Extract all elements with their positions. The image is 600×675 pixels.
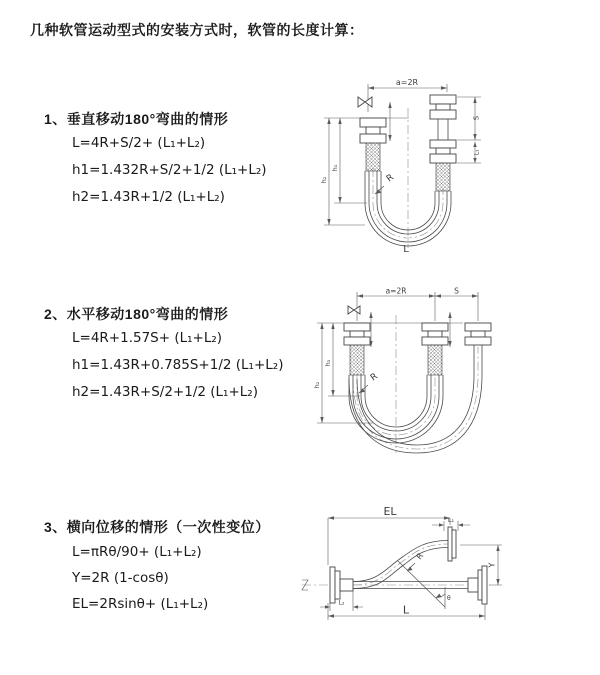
label-h1: h₁ bbox=[331, 164, 339, 172]
flange-top-right-moved bbox=[448, 527, 456, 561]
diagram-vertical-180-bend bbox=[305, 68, 555, 258]
section-3-formula-L: L=πRθ/90+ (L₁+L₂) bbox=[72, 544, 202, 560]
label-l: L bbox=[402, 603, 410, 617]
label-s: S bbox=[472, 115, 481, 121]
valve-bowtie-icon bbox=[358, 97, 372, 107]
braid-middle bbox=[428, 345, 442, 375]
section-1-formula-h2: h2=1.43R+1/2 (L₁+L₂) bbox=[72, 189, 225, 205]
dimension-fitting-length bbox=[388, 102, 391, 141]
diagram-horizontal-180-bend bbox=[305, 283, 560, 463]
label-el: EL bbox=[383, 505, 397, 518]
diagram-lateral-displacement bbox=[298, 503, 598, 653]
dimension-top-a2r bbox=[357, 287, 478, 322]
label-a2r: a=2R bbox=[395, 78, 419, 87]
section-1-heading: 1、垂直移动180°弯曲的情形 bbox=[44, 111, 229, 127]
page-title: 几种软管运动型式的安装方式时，软管的长度计算： bbox=[30, 22, 364, 38]
fitting-right-moved bbox=[465, 323, 491, 345]
section-3-formula-Y: Y=2R (1-cosθ) bbox=[72, 570, 169, 586]
label-s: S bbox=[454, 286, 459, 296]
braid-left bbox=[350, 345, 364, 375]
label-theta: θ bbox=[447, 595, 451, 602]
label-h2: h₂ bbox=[320, 176, 328, 184]
label-radius: R bbox=[368, 371, 380, 384]
label-l1: L₁ bbox=[447, 516, 455, 524]
dimension-el bbox=[328, 505, 450, 565]
fitting-left bbox=[344, 323, 370, 375]
section-2-formula-h1: h1=1.43R+0.785S+1/2 (L₁+L₂) bbox=[72, 357, 284, 373]
fitting-left bbox=[360, 118, 386, 171]
radius-callout bbox=[375, 173, 396, 194]
valve-bowtie-icon bbox=[348, 306, 360, 314]
section-2-heading: 2、水平移动180°弯曲的情形 bbox=[44, 306, 229, 322]
label-radius: R bbox=[384, 172, 396, 185]
fitting-right bbox=[430, 95, 456, 191]
label-l1: L₁ bbox=[473, 149, 481, 156]
dimension-l2 bbox=[320, 591, 363, 611]
fitting-middle bbox=[422, 323, 448, 375]
dimension-h1 bbox=[331, 118, 367, 203]
centerlines bbox=[373, 108, 443, 248]
label-h1: h₁ bbox=[324, 359, 332, 367]
section-1-formula-h1: h1=1.432R+S/2+1/2 (L₁+L₂) bbox=[72, 162, 267, 178]
label-a2r: a=2R bbox=[385, 286, 407, 296]
section-2-formula-h2: h2=1.43R+S/2+1/2 (L₁+L₂) bbox=[72, 384, 258, 400]
radius-callout bbox=[407, 551, 425, 571]
dimension-l bbox=[328, 603, 485, 620]
section-3-heading: 3、横向位移的情形（一次性变位） bbox=[44, 519, 270, 535]
section-1-formula-L: L=4R+S/2+ (L₁+L₂) bbox=[72, 135, 206, 151]
braid-right bbox=[436, 163, 450, 191]
label-y: Y bbox=[487, 562, 497, 568]
hose-u-position-2 bbox=[349, 345, 482, 453]
flange-left bbox=[330, 567, 353, 603]
label-radius: R bbox=[414, 551, 426, 562]
centerlines bbox=[353, 315, 478, 453]
dimension-h2 bbox=[320, 118, 365, 225]
braid-left bbox=[366, 143, 380, 171]
label-h2: h₂ bbox=[313, 381, 321, 389]
label-length: L bbox=[403, 244, 409, 255]
section-3-formula-EL: EL=2Rsinθ+ (L₁+L₂) bbox=[72, 596, 209, 612]
label-l2: L₂ bbox=[338, 599, 345, 607]
dimension-l1 bbox=[473, 142, 480, 163]
section-2-formula-L: L=4R+1.57S+ (L₁+L₂) bbox=[72, 330, 223, 346]
